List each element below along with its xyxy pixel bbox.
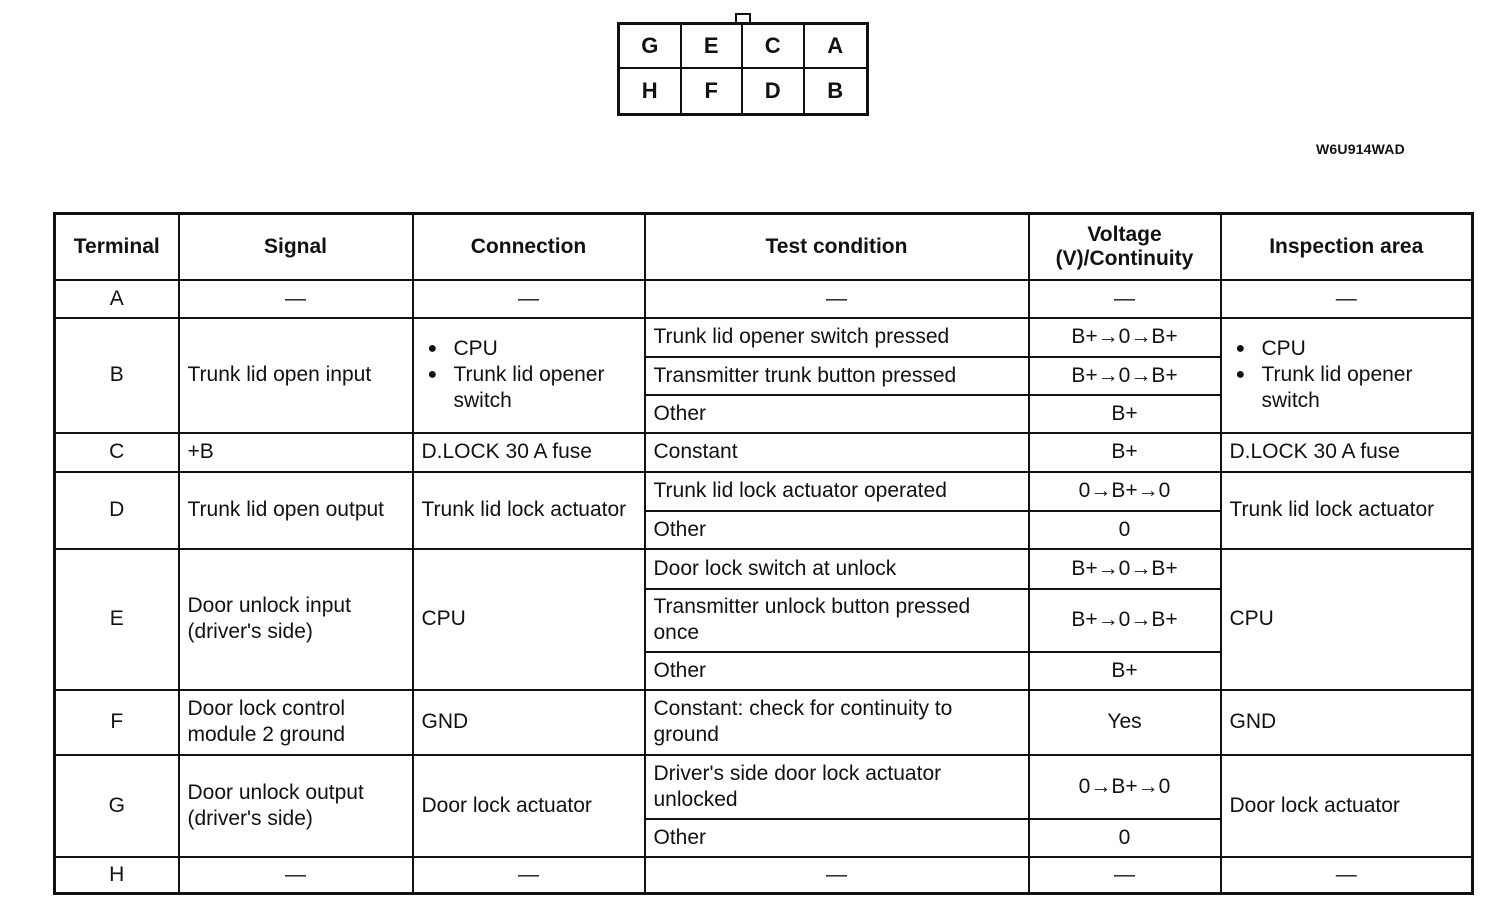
header-row (55, 214, 1473, 280)
list-item: ● CPU (454, 336, 636, 362)
connector-pin-b: B (827, 78, 844, 103)
signal-cell: Door lock control module 2 ground (179, 690, 413, 755)
condition-cell: Transmitter unlock button pressed once (645, 589, 1029, 652)
voltage-cell: Yes (1029, 690, 1221, 755)
connection-cell: GND (413, 690, 645, 755)
table-row (55, 857, 1473, 894)
voltage-cell: 0 (1029, 819, 1221, 857)
condition-cell: — (645, 280, 1029, 318)
connection-cell: — (413, 280, 645, 318)
table-row (55, 755, 1473, 819)
inspection-cell: D.LOCK 30 A fuse (1221, 433, 1473, 472)
signal-cell: +B (179, 433, 413, 472)
condition-cell: Constant: check for continuity to ground (645, 690, 1029, 755)
condition-cell: Other (645, 511, 1029, 549)
voltage-cell: B+ (1029, 433, 1221, 472)
header-terminal: Terminal (55, 214, 179, 280)
signal-cell: Trunk lid open input (179, 318, 413, 433)
table-row (55, 690, 1473, 755)
connector-pin-f: F (682, 69, 744, 113)
voltage-cell: B+ (1029, 652, 1221, 690)
header-signal: Signal (179, 214, 413, 280)
voltage-cell: B+ (1029, 395, 1221, 433)
connector-pin-c: C (743, 25, 805, 69)
connector-pin-e: E (682, 25, 744, 69)
terminal-cell: B (55, 318, 179, 433)
terminal-cell: D (55, 472, 179, 549)
condition-cell: Door lock switch at unlock (645, 549, 1029, 589)
signal-cell: Trunk lid open output (179, 472, 413, 549)
connection-cell: Trunk lid lock actuator (413, 472, 645, 549)
voltage-cell: 0→B+→0 (1029, 755, 1221, 819)
connector-pin-h: H (620, 69, 682, 113)
connector-pin-a: A (805, 25, 867, 69)
condition-cell: Constant (645, 433, 1029, 472)
voltage-cell: 0→B+→0 (1029, 472, 1221, 511)
inspection-cell (1221, 318, 1473, 433)
signal-cell: — (179, 857, 413, 894)
connector-pin-g: G (620, 25, 682, 69)
condition-cell: Other (645, 652, 1029, 690)
inspection-cell: — (1221, 857, 1473, 894)
signal-cell: — (179, 280, 413, 318)
inspection-cell: Trunk lid lock actuator (1221, 472, 1473, 549)
list-item: ● CPU (1262, 336, 1464, 362)
connection-cell: D.LOCK 30 A fuse (413, 433, 645, 472)
table-row (55, 549, 1473, 589)
terminal-cell: A (55, 280, 179, 318)
condition-cell: — (645, 857, 1029, 894)
header-test-condition: Test condition (645, 214, 1029, 280)
figure-code: W6U914WAD (1316, 141, 1405, 157)
condition-cell: Other (645, 395, 1029, 433)
inspection-cell: GND (1221, 690, 1473, 755)
list-item: ● Trunk lid opener switch (454, 362, 636, 414)
signal-cell: Door unlock output (driver's side) (179, 755, 413, 857)
terminal-cell: C (55, 433, 179, 472)
header-connection: Connection (413, 214, 645, 280)
voltage-cell: — (1029, 280, 1221, 318)
terminal-cell: G (55, 755, 179, 857)
condition-cell: Transmitter trunk button pressed (645, 357, 1029, 395)
terminal-cell: F (55, 690, 179, 755)
connector-diagram (617, 22, 869, 116)
list-item: ● Trunk lid opener switch (1262, 362, 1464, 414)
terminal-table (53, 212, 1474, 895)
condition-cell: Other (645, 819, 1029, 857)
inspection-cell: — (1221, 280, 1473, 318)
inspection-cell: Door lock actuator (1221, 755, 1473, 857)
table-row (55, 318, 1473, 357)
voltage-cell: 0 (1029, 511, 1221, 549)
condition-cell: Trunk lid lock actuator operated (645, 472, 1029, 511)
signal-cell: Door unlock input (driver's side) (179, 549, 413, 690)
header-voltage: Voltage (V)/Continuity (1029, 214, 1221, 280)
header-inspection: Inspection area (1221, 214, 1473, 280)
voltage-cell: B+→0→B+ (1029, 318, 1221, 357)
connection-cell (413, 318, 645, 433)
connection-cell: CPU (413, 549, 645, 690)
voltage-cell: B+→0→B+ (1029, 357, 1221, 395)
table-row (55, 280, 1473, 318)
table-row (55, 472, 1473, 511)
table-row (55, 433, 1473, 472)
connection-cell: — (413, 857, 645, 894)
terminal-cell: E (55, 549, 179, 690)
terminal-cell: H (55, 857, 179, 894)
condition-cell: Driver's side door lock actuator unlocked (645, 755, 1029, 819)
voltage-cell: B+→0→B+ (1029, 589, 1221, 652)
connector-pin-d: D (743, 69, 805, 113)
condition-cell: Trunk lid opener switch pressed (645, 318, 1029, 357)
voltage-cell: B+→0→B+ (1029, 549, 1221, 589)
connection-cell: Door lock actuator (413, 755, 645, 857)
inspection-cell: CPU (1221, 549, 1473, 690)
voltage-cell: — (1029, 857, 1221, 894)
